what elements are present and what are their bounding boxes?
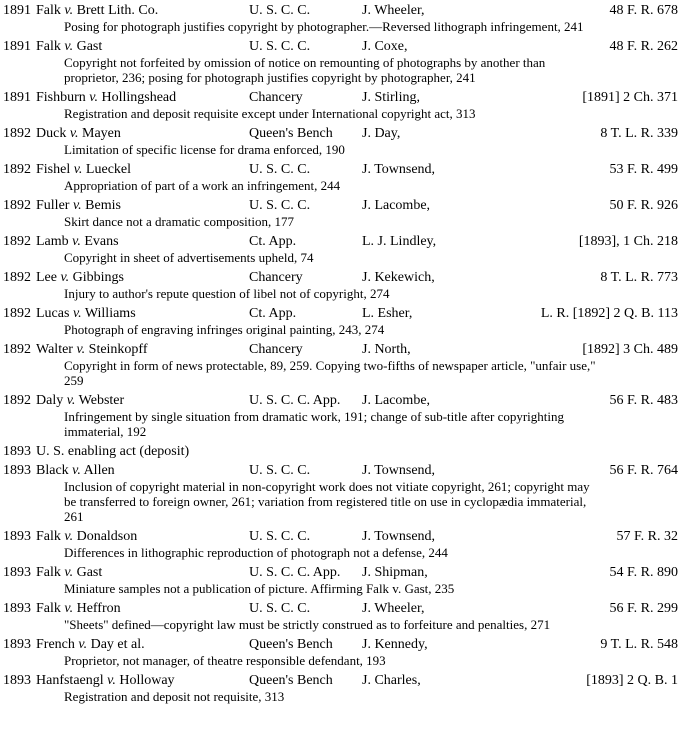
case-court: Chancery [249, 342, 303, 357]
case-citation: 48 F. R. 262 [609, 39, 678, 54]
case-title [36, 304, 136, 323]
case-party-2: Lueckel [82, 162, 132, 177]
case-party-1: Fishburn [36, 90, 90, 105]
case-note: Copyright not forfeited by omission of notice on remounting of photographs by another than proprietor, 236; posing for photograph justifies copyright by photographer, 241 [64, 55, 546, 85]
case-judge: J. Townsend, [362, 529, 436, 544]
case-header [0, 1, 682, 20]
case-versus: v. [64, 565, 74, 580]
case-party-1: Falk [36, 39, 65, 54]
case-party-2: Allen [80, 463, 115, 478]
case-title [36, 635, 145, 654]
case-court: U. S. C. C. App. [249, 393, 341, 408]
case-title [36, 37, 102, 56]
case-entry [0, 124, 682, 157]
case-judge: J. Townsend, [362, 463, 436, 478]
case-citation: 56 F. R. 483 [609, 393, 678, 408]
case-court: U. S. C. C. [249, 162, 311, 177]
case-versus: v. [66, 393, 76, 408]
case-note: Differences in lithographic reproduction of photograph not a defense, 244 [64, 545, 448, 560]
case-judge: J. Wheeler, [362, 3, 425, 18]
case-party-2: Gast [73, 39, 103, 54]
case-party-2: Brett Lith. Co. [73, 3, 159, 18]
case-note: Posing for photograph justifies copyright by photographer.—Reversed lithograph infringement, 241 [64, 19, 584, 34]
case-citation: 56 F. R. 299 [609, 601, 678, 616]
case-year: 1892 [3, 270, 31, 285]
case-party-1: Lamb [36, 234, 73, 249]
case-year: 1893 [3, 601, 31, 616]
case-title [36, 340, 148, 359]
case-judge: J. Townsend, [362, 162, 436, 177]
case-year: 1892 [3, 342, 31, 357]
case-party-1: Hanfstaengl [36, 673, 108, 688]
case-title [36, 1, 158, 20]
case-versus: v. [64, 601, 74, 616]
case-note: Registration and deposit not requisite, 313 [64, 689, 285, 704]
case-party-2: Evans [80, 234, 119, 249]
case-year: 1893 [3, 444, 31, 459]
case-title [36, 599, 121, 618]
case-party-2: Williams [81, 306, 136, 321]
case-judge: L. Esher, [362, 306, 413, 321]
case-header [0, 196, 682, 215]
case-judge: J. Coxe, [362, 39, 408, 54]
case-party-1: Falk [36, 601, 65, 616]
case-entry [0, 232, 682, 265]
case-judge: J. Kekewich, [362, 270, 435, 285]
case-title [36, 160, 131, 179]
case-citation: 53 F. R. 499 [609, 162, 678, 177]
case-note: Miniature samples not a publication of picture. Affirming Falk v. Gast, 235 [64, 581, 455, 596]
case-citation: [1893], 1 Ch. 218 [578, 234, 678, 249]
case-party-1: Walter [36, 342, 77, 357]
case-judge: J. Lacombe, [362, 198, 431, 213]
case-header [0, 88, 682, 107]
case-judge: J. Shipman, [362, 565, 428, 580]
case-party-1: Falk [36, 529, 65, 544]
case-header [0, 304, 682, 323]
case-party-2: Mayen [78, 126, 121, 141]
case-party-2: Gibbings [69, 270, 125, 285]
case-citation: 56 F. R. 764 [609, 463, 678, 478]
case-year: 1892 [3, 198, 31, 213]
case-judge: L. J. Lindley, [362, 234, 437, 249]
case-versus: v. [72, 198, 82, 213]
case-versus: v. [72, 306, 82, 321]
case-entry [0, 563, 682, 596]
case-title [36, 461, 115, 480]
case-entry [0, 304, 682, 337]
case-header [0, 599, 682, 618]
case-versus: v. [60, 270, 70, 285]
case-title [36, 391, 124, 410]
case-year: 1891 [3, 39, 31, 54]
case-court: Ct. App. [249, 306, 297, 321]
case-entry [0, 671, 682, 704]
case-header [0, 268, 682, 287]
case-versus: v. [73, 162, 83, 177]
case-note: Injury to author's repute question of libel not of copyright, 274 [64, 286, 390, 301]
case-court: U. S. C. C. [249, 601, 311, 616]
case-party-1: Daly [36, 393, 67, 408]
case-header [0, 124, 682, 143]
case-court: U. S. C. C. [249, 198, 311, 213]
case-entry [0, 635, 682, 668]
case-party-2: Heffron [73, 601, 121, 616]
case-party-1: Fuller [36, 198, 73, 213]
case-party-1: Lucas [36, 306, 73, 321]
case-note: Skirt dance not a dramatic composition, 177 [64, 214, 294, 229]
case-header [0, 37, 682, 56]
case-year: 1893 [3, 529, 31, 544]
case-judge: J. North, [362, 342, 411, 357]
case-entry [0, 268, 682, 301]
case-party-2: Donaldson [73, 529, 138, 544]
case-year: 1893 [3, 463, 31, 478]
case-header [0, 232, 682, 251]
case-party-1: French [36, 637, 79, 652]
case-year: 1893 [3, 673, 31, 688]
case-title [36, 124, 121, 143]
case-citation: 57 F. R. 32 [616, 529, 678, 544]
case-judge: J. Day, [362, 126, 401, 141]
case-header [0, 442, 682, 461]
case-note: Proprietor, not manager, of theatre responsible defendant, 193 [64, 653, 386, 668]
case-header [0, 635, 682, 654]
case-title [36, 196, 121, 215]
case-party-2: Bemis [81, 198, 121, 213]
case-versus: v. [107, 673, 116, 688]
case-citation: 50 F. R. 926 [609, 198, 678, 213]
case-party-2: Gast [73, 565, 103, 580]
case-versus: v. [64, 529, 74, 544]
case-entry [0, 527, 682, 560]
case-party-1: Falk [36, 3, 65, 18]
case-year: 1892 [3, 126, 31, 141]
case-party-2: Holloway [115, 673, 175, 688]
case-court: U. S. C. C. [249, 3, 311, 18]
case-header [0, 527, 682, 546]
case-header [0, 160, 682, 179]
case-year: 1891 [3, 90, 31, 105]
case-court: Chancery [249, 270, 303, 285]
case-citation: [1893] 2 Q. B. 1 [586, 673, 678, 688]
case-entry [0, 442, 682, 461]
case-party-2: Steinkopff [85, 342, 148, 357]
case-entry [0, 340, 682, 388]
case-court: U. S. C. C. [249, 463, 311, 478]
case-note: Registration and deposit requisite except under International copyright act, 313 [64, 106, 476, 121]
case-citation: 48 F. R. 678 [609, 3, 678, 18]
case-header [0, 340, 682, 359]
case-party-1: Black [36, 463, 73, 478]
case-entry [0, 88, 682, 121]
case-title [36, 232, 119, 251]
case-citation: 8 T. L. R. 339 [600, 126, 678, 141]
case-versus: v. [64, 39, 74, 54]
case-note: Appropriation of part of a work an infringement, 244 [64, 178, 341, 193]
case-note: Limitation of specific license for drama enforced, 190 [64, 142, 345, 157]
case-citation: 8 T. L. R. 773 [600, 270, 678, 285]
case-party-1: Lee [36, 270, 61, 285]
case-versus: v. [78, 637, 88, 652]
case-party-1: Fishel [36, 162, 74, 177]
case-judge: J. Kennedy, [362, 637, 428, 652]
case-versus: v. [89, 90, 98, 105]
case-court: U. S. C. C. [249, 39, 311, 54]
case-entry [0, 160, 682, 193]
case-party-1: Falk [36, 565, 65, 580]
case-year: 1892 [3, 162, 31, 177]
case-citation: [1891] 2 Ch. 371 [582, 90, 678, 105]
case-entry [0, 1, 682, 34]
case-citation: L. R. [1892] 2 Q. B. 113 [540, 306, 678, 321]
case-note: Photograph of engraving infringes original painting, 243, 274 [64, 322, 385, 337]
case-judge: J. Wheeler, [362, 601, 425, 616]
case-header [0, 671, 682, 690]
case-party-1: U. S. enabling act (deposit) [36, 444, 190, 459]
case-year: 1893 [3, 565, 31, 580]
case-title [36, 268, 124, 287]
case-party-2: Hollingshead [97, 90, 177, 105]
case-note: "Sheets" defined—copyright law must be strictly construed as to forfeiture and penalties, 271 [64, 617, 551, 632]
case-versus: v. [69, 126, 79, 141]
case-title [36, 563, 102, 582]
case-entry [0, 461, 682, 524]
case-court: Queen's Bench [249, 673, 333, 688]
case-court: Ct. App. [249, 234, 297, 249]
case-title [36, 88, 176, 107]
case-judge: J. Charles, [362, 673, 421, 688]
case-note: Copyright in sheet of advertisements upheld, 74 [64, 250, 314, 265]
case-court: Queen's Bench [249, 126, 333, 141]
case-judge: J. Stirling, [362, 90, 420, 105]
case-court: Chancery [249, 90, 303, 105]
case-year: 1891 [3, 3, 31, 18]
case-header [0, 461, 682, 480]
case-versus: v. [64, 3, 74, 18]
case-header [0, 391, 682, 410]
case-entry [0, 196, 682, 229]
case-court: U. S. C. C. [249, 529, 311, 544]
case-entry [0, 37, 682, 85]
case-versus: v. [72, 463, 81, 478]
case-year: 1892 [3, 306, 31, 321]
case-note: Inclusion of copyright material in non-copyright work does not vitiate copyright, 261; copyright may be transferred to foreign owner, 261; variation from registered title on use in cyclopædia immaterial, 261 [64, 479, 590, 524]
case-year: 1892 [3, 234, 31, 249]
case-citation: 9 T. L. R. 548 [600, 637, 678, 652]
case-header [0, 563, 682, 582]
case-citation: [1892] 3 Ch. 489 [582, 342, 678, 357]
case-party-2: Day et al. [87, 637, 145, 652]
case-title [36, 527, 137, 546]
case-title [36, 442, 189, 461]
case-citation: 54 F. R. 890 [609, 565, 678, 580]
case-court: Queen's Bench [249, 637, 333, 652]
case-versus: v. [72, 234, 81, 249]
case-title [36, 671, 175, 690]
case-party-2: Webster [75, 393, 125, 408]
case-year: 1893 [3, 637, 31, 652]
case-year: 1892 [3, 393, 31, 408]
case-note: Copyright in form of news protectable, 89, 259. Copying two-fifths of newspaper article, "unfair use," 259 [64, 358, 596, 388]
case-entry [0, 391, 682, 439]
case-entry [0, 599, 682, 632]
case-court: U. S. C. C. App. [249, 565, 341, 580]
case-note: Infringement by single situation from dramatic work, 191; change of sub-title after copyrighting immaterial, 192 [64, 409, 565, 439]
case-versus: v. [76, 342, 86, 357]
case-judge: J. Lacombe, [362, 393, 431, 408]
case-party-1: Duck [36, 126, 70, 141]
